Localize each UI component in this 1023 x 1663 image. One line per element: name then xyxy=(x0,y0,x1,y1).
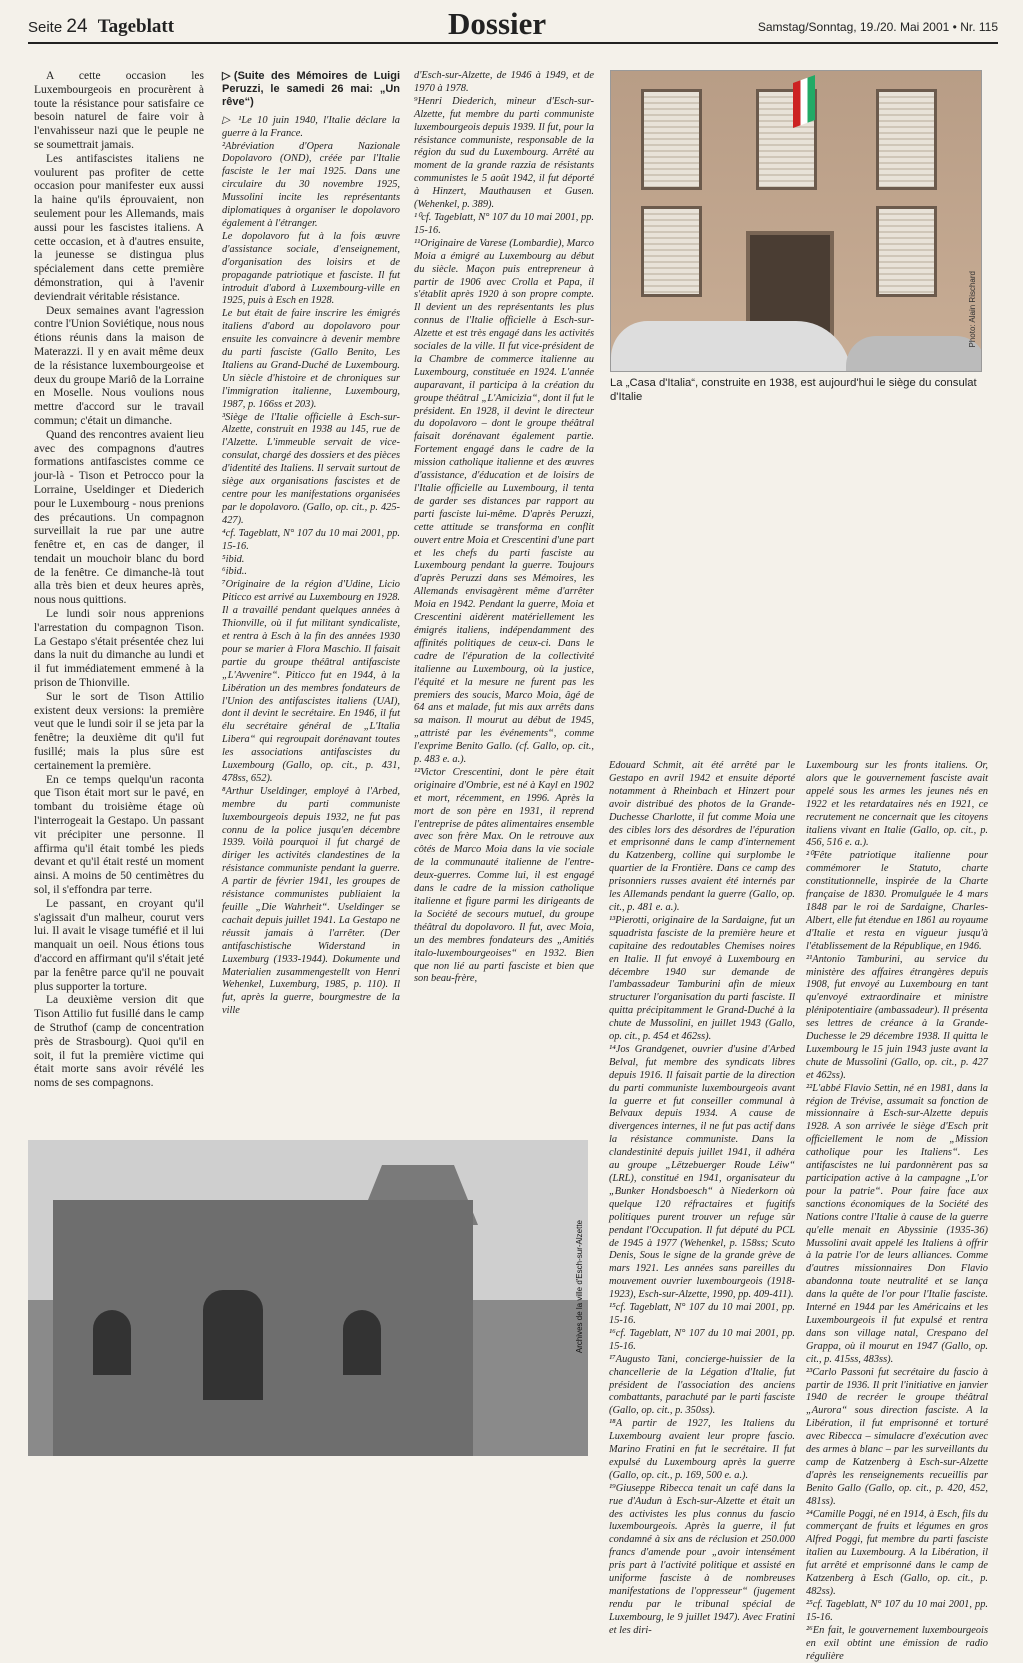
paragraph: ²³Carlo Passoni fut secrétaire du fascio à partir de 1936. Il prit l'initiative en janvier 1940 de recréer le groupe théâtral „Aurora“ sous direction fasciste. A la Libération, il fut emprisonné et torturé avec Ribecca – simulacre d'exécution avec des armes à blanc – par les surveillants du camp de Katzenberg à Esch-sur-Alzette d'après les renseignements recueillis par Benito Gallo (Gallo, op. cit., p. 420, 452, 481ss). xyxy=(806,1366,988,1507)
paragraph: ²⁵cf. Tageblatt, N° 107 du 10 mai 2001, pp. 15-16. xyxy=(806,1598,988,1623)
flag-icon xyxy=(793,75,815,128)
paragraph: Le dopolavoro fut à la fois œuvre d'assistance sociale, d'enseignement, d'organisation des loisirs et de propagande patriotique et fasciste. Il fut introduit d'abord à Luxembourg-ville en 1925, puis à Esch en 1928. xyxy=(222,230,400,307)
paragraph: d'Esch-sur-Alzette, de 1946 à 1949, et de 1970 à 1978. xyxy=(414,70,594,94)
photo-credit-bottom: Archives de la ville d'Esch-sur-Alzette xyxy=(575,1220,584,1354)
photo-credit: Photo: Alain Rischard xyxy=(968,271,977,348)
paragraph: ³Siège de l'Italie officielle à Esch-sur-Alzette, construit en 1938 au 145, rue de l'Alzette. L'immeuble servait de vice-consulat, chargé des dossiers et des pièces d'identité des Italiens. Il servait surtout de siège aux organisations fascistes et de centre pour les manifestations organisées par le dopolavoro. (Gallo, op. cit., p. 425-427). xyxy=(222,411,400,526)
paragraph: Deux semaines avant l'agression contre l'Union Soviétique, nous nous étions réunis dans la maison de Materazzi. Il y en avait même deux de la résistance luxembourgeoise et deux du groupe Mariô de la Lorraine en Moselle. Nous voulions nous mettre d'accord sur le travail commun; c'était un dimanche. xyxy=(34,304,204,427)
paragraph: En ce temps quelqu'un raconta que Tison était mort sur le pavé, en tombant du troisième étage où l'interrogeait la Gestapo. Un passant vit précipiter une personne. Il affirma qu'il était tombé les pieds devant et qu'il était resté un moment ainsi. A moins de 50 centimètres du sol, il s'effondra par terre. xyxy=(34,773,204,897)
paragraph: ⁶ibid.. xyxy=(222,566,247,578)
paragraph: ⁵ibid. xyxy=(222,553,245,565)
column-3 xyxy=(414,70,594,986)
section-title: Dossier xyxy=(448,6,547,41)
paragraph: ¹⁵cf. Tageblatt, N° 107 du 10 mai 2001, pp. 15-16. xyxy=(609,1302,795,1326)
paragraph: ¹⁹Giuseppe Ribecca tenait un café dans la rue d'Audun à Esch-sur-Alzette et était un des activistes les plus connus du fascio luxembourgeois. Après la guerre, il fut condamné à six ans de réclusion et 250.000 francs d'amende pour „avoir intensément pris part à l'activité politique et assisté en uniforme fasciste à de nombreuses manifestations de l'oppresseur“ (jugement rendu par le tribunal spécial de Luxembourg, le 9 juillet 1947). Avec Fratini et les diri- xyxy=(609,1482,795,1636)
page-number: 24 xyxy=(66,16,88,37)
paragraph: Quand des rencontres avaient lieu avec des compagnons d'autres formations antifascistes comme ce jour-là - Tison et Petrocco pour la Lorraine, Useldinger et Diederich pour le Luxembourg - nous prenions des précautions. Un compagnon surveillait la rue par une autre fenêtre et, en cas de danger, il tendait un mouchoir blanc du bord de la fenêtre. Ce dimanche-là tout alla très bien et deux heures après, nous nous quittions. xyxy=(34,428,204,607)
page-info xyxy=(28,16,174,38)
paragraph: ²¹Antonio Tamburini, au service du ministère des affaires étrangères depuis 1908, fut envoyé au Luxembourg en tant qu'envoyé extraordinaire et ministre plénipotentiaire (ambassadeur). Il présenta ses lettres de créance à la Grande-Duchesse le 29 décembre 1938. Il quitta le Luxembourg le 15 juin 1943 juste avant la chute de Mussolini (Gallo, op. cit., p. 427 et 462ss). xyxy=(806,953,988,1081)
issue-date: Samstag/Sonntag, 19./20. Mai 2001 • Nr. 115 xyxy=(757,20,998,34)
paragraph: ¹⁶cf. Tageblatt, N° 107 du 10 mai 2001, pp. 15-16. xyxy=(609,1327,795,1352)
paragraph: ¹²Victor Crescentini, dont le père était originaire d'Ombrie, est né à Kayl en 1902 et mort, récemment, en 1996. Après la mort de son père en 1931, il reprend l'entreprise de pâtes alimentaires ensemble avec son frère Max. On le retrouve aux côtés de Marco Moia dans la vie sociale de la communauté italienne de l'entre-deux-guerres. Comme lui, il est engagé dans le cadre de la mission catholique italienne et figure parmi les dirigeants de la Société de secours mutuel, du groupe théâtral du dopolavoro. Il fut, avec Moia, un des membres fondateurs des „Amitiés italo-luxembourgeoises“ en 1932. Bien que non lié au parti fasciste et bien que son beau-frère, xyxy=(414,766,594,985)
newspaper-name: Tageblatt xyxy=(97,16,175,37)
photo-caption: La „Casa d'Italia“, construite en 1938, est aujourd'hui le siège du consulat d'Italie xyxy=(610,377,977,403)
paragraph: ¹⁸A partir de 1927, les Italiens du Luxembourg avaient leur propre fascio. Marino Fratini en fut le secrétaire. Il fut expulsé du Luxembourg après la guerre (Gallo, op. cit., p. 169, 500 e. a.). xyxy=(609,1418,795,1481)
paragraph: ⁸Arthur Useldinger, employé à l'Arbed, membre du parti communiste luxembourgeois depuis 1932, ne fut pas connu de la police jusqu'en décembre 1939. Voilà pourquoi il fut chargé de diriger les activités clandestines de la résistance communiste pendant la guerre. A partir de février 1941, les groupes de résistance communistes publiaient la feuille „Die Wahrheit“. Useldinger se cachait depuis juillet 1941. La Gestapo ne réussit jamais à l'arrêter. (Der antifaschistische Widerstand in Luxemburg (1933-1944). Dokumente und Materialien zusammengestellt von Henri Wehenkel, Luxemburg, 1985, p. 110). Il fut, après la guerre, bourgmestre de la ville xyxy=(222,785,400,1017)
paragraph: ²⁶En fait, le gouvernement luxembourgeois en exil obtint une émission de radio régulière xyxy=(806,1624,988,1662)
paragraph: ¹⁰cf. Tageblatt, N° 107 du 10 mai 2001, pp. 15-16. xyxy=(414,211,594,236)
paragraph: Edouard Schmit, ait été arrêté par le Gestapo en avril 1942 et ensuite déporté notamment à Rheinbach et Hinzert pour avoir distribué des photos de la Grande-Duchesse Charlotte, il fut comme Moia une des cibles lors des désordres de l'épuration et emprisonné dans le camp d'internement du Katzenberg, colline qui surplombe le quartier de la Frontière. Dans ce camp des prisonniers russes avaient été internés par les Allemands pendant la guerre (Gallo, op. cit., p. 481 e. a.). xyxy=(609,760,795,913)
paragraph: ▷ ¹Le 10 juin 1940, l'Italie déclare la guerre à la France. xyxy=(222,114,400,139)
paragraph: ⁷Originaire de la région d'Udine, Licio Piticco est arrivé au Luxembourg en 1928. Il a travaillé pendant quelques années à Thionville, où il fut militant syndicaliste, et rentra à Esch à la fin des années 1930 pour se marier à Flora Maschio. Il faisait partie du groupe théâtral antifasciste „L'Avvenire“. Piticco fut en 1944, à la Libération un des membres fondateurs de l'Union des antifascistes italiens (UAI), dont il devint le secrétaire. En 1946, il fut élu secrétaire général de „L'Italia Libera“ qui regroupait dorénavant toutes les associations antifascistes du Luxembourg (Gallo, op. cit., p. 431, 478ss, 652). xyxy=(222,579,400,784)
column-4 xyxy=(609,760,795,1638)
paragraph: ¹⁷Augusto Tani, concierge-huissier de la chancellerie de la Légation d'Italie, fut président de l'association des anciens combattants, parachuté par le parti fasciste (Gallo, op. cit., p. 350ss). xyxy=(609,1353,795,1417)
paragraph: Le passant, en croyant qu'il s'agissait d'un malheur, courut vers lui. Il avait le visage tuméfié et il lui manquait un oeil. Nous étions tous d'accord en affirmant qu'il s'était jeté par la fenêtre parce qu'il ne pouvait plus supporter la torture. xyxy=(34,897,204,993)
paragraph: Sur le sort de Tison Attilio existent deux versions: la première veut que le lundi soir il se jeta par la fenêtre; la deuxième dit qu'il fut fusillé; mais la plus sûre est certainement la première. xyxy=(34,690,204,772)
paragraph: ²Abréviation d'Opera Nazionale Dopolavoro (OND), créée par l'Italie fasciste le 1er mai 1925. Dans une circulaire du 30 novembre 1925, Mussolini incite les représentants diplomatiques à organiser le dopolavoro également à l'étranger. xyxy=(222,140,400,229)
paragraph: Luxembourg sur les fronts italiens. Or, alors que le gouvernement fasciste avait appelé sous les armes les jeunes nés en 1922 et les retardataires nés en 1921, ce recrutement ne concernait que les citoyens italiens vivant en Italie (Gallo, op. cit., p. 456, 516 e. a.). xyxy=(806,760,988,849)
paragraph: A cette occasion les Luxembourgeois en procurèrent à toute la résistance pour satisfaire ce besoin naturel de faire voir à l'envahisseur nazi que le peuple ne se soumettrait jamais. xyxy=(34,70,204,151)
column-5 xyxy=(806,760,988,1663)
column-2 xyxy=(222,70,400,1018)
paragraph: Les antifascistes italiens ne voulurent pas profiter de cette occasion pour manifester eux aussi la haine qu'ils éprouvaient, non seulement pour les Allemands, mais aussi pour les fascistes italiens. A cette occasion, et à d'autres ensuite, la jeunesse se distingua plus spécialement dans cette première démonstration, qui à l'avenir deviendrait véritable résistance. xyxy=(34,152,204,303)
building-archive-photo xyxy=(28,1140,588,1456)
column-1 xyxy=(34,70,204,1091)
paragraph: ²⁰Fête patriotique italienne pour commémorer le Statuto, charte constitutionnelle, inspirée de la Charte française de 1830. Promulguée le 4 mars 1848 par le roi de Sardaigne, Charles-Albert, elle fut étendue en 1861 au royaume d'Italie et resta en vigueur jusqu'à l'établissement de la République, en 1946. xyxy=(806,850,988,952)
paragraph: ²²L'abbé Flavio Settin, né en 1981, dans la région de Trévise, assumait sa fonction de missionnaire à Esch-sur-Alzette depuis 1928. A son arrivée le siège d'Esch prit officiellement le nom de „Mission catholique pour les Italiens“. Les antifascistes ne lui pardonnèrent pas sa participation active à la campagne „L'or pour la patrie“. Pour faire face aux sanctions économiques de la Société des Nations contre l'Italie à cause de la guerre qu'elle menait en Abyssinie (1935-36) Mussolini avait appelé les Italiens à offrir à la patrie l'or de leurs alliances. Comme d'autres missionnaires Don Flavio abandonna toute neutralité et se lança dans la quête de l'or pour l'Italie fasciste. Interné en 1944 par les Américains et les Luxembourgeois il fut expulsé et rentra dans son village natal, Crespano del Grappa, où il mourut en 1947 (Gallo, op. cit., p. 415ss, 483ss). xyxy=(806,1082,988,1365)
paragraph: Le but était de faire inscrire les émigrés italiens d'abord au dopolavoro pour ensuite les convaincre à devenir membre du parti fasciste (Gallo Benito, Les Italiens au Grand-Duché de Luxembourg. Un siècle d'histoire et de chroniques sur l'immigration italienne, Luxembourg, 1987, p. 166ss et 203). xyxy=(222,308,400,410)
casa-italia-photo xyxy=(610,70,982,372)
paragraph: ¹⁴Jos Grandgenet, ouvrier d'usine d'Arbed Belval, fut membre des syndicats libres depuis 1916. Il faisait partie de la direction du parti communiste luxembourgeois avant la guerre et fut conseiller communal à Belvaux depuis 1934. A cause de divergences internes, il ne fut pas actif dans la résistance communiste. Dans la clandestinité depuis juillet 1941, il adhéra au groupe „Lëtzebuerger Roude Léiw“ (LRL), constitué en 1941, organisateur du „Bunker Hondsboesch“ à Niederkorn où quelque 120 réfractaires et fugitifs politiques purent trouver un refuge sûr pendant l'Occupation. Il fut député du PCL de 1945 à 1977 (Wehenkel, p. 158ss; Scuto Denis, Sous le signe de la grande grève de mars 1921. Les années sans pareilles du mouvement ouvrier luxembourgeois (1918-1923), Esch-sur-Alzette, 1990, pp. 409-411). xyxy=(609,1043,795,1301)
paragraph: ⁴cf. Tageblatt, N° 107 du 10 mai 2001, pp. 15-16. xyxy=(222,527,400,552)
paragraph: La deuxième version dit que Tison Attilio fut fusillé dans le camp de Struthof (camp de concentration près de Strasbourg). Quoi qu'il en soit, il fut la première victime qui était morte sans avoir révélé les noms de ses compagnons. xyxy=(34,994,204,1090)
paragraph: ¹¹Originaire de Varese (Lombardie), Marco Moia a émigré au Luxembourg au début du siècle. Maçon puis entrepreneur à partir de 1906 avec Crolla et Papa, il s'établit après 1920 à son propre compte. Il devient un des représentants les plus connus de l'Italie officielle à Esch-sur-Alzette et est très engagé dans les activités sociales de la ville. Il fut vice-président de la Chambre de commerce italienne au Luxembourg, constituée en 1924. L'année auparavant, il participa à la création du groupe théâtral „L'Amicizia“, dont il fut le président. En 1928, il devint le directeur du dopolavoro – dont le groupe théâtral faisait dorénavant également partie. Fortement engagé dans le cadre de la mission catholique italienne et des œuvres d'assistance, d'éducation et de loisirs de l'Italie officielle au Luxembourg, il tenta de garder ses distances par rapport au parti fasciste lui-même. D'après Peruzzi, cette attitude se transforma en conflit ouvert entre Moia et Crescentini d'une part et les chefs du parti fasciste au Luxembourg pendant la guerre. Toujours d'après Peruzzi dans ses Mémoires, les Allemands envisagèrent même d'arrêter Moia en 1942. Pendant la guerre, Moia et Crescentini aidèrent matériellement les émigrés italiens, indépendamment des affinités politiques de ceux-ci. Dans le cadre de l'épuration de la collectivité italienne au Luxembourg, où la justice, l'équité et la mesure ne furent pas les premiers des soucis, Marco Moia, âgé de 64 ans et malade, fut mis aux arrêts dans sa maison. Il mourut au début de 1945, „attristé par les événements“, comme l'exprime Benito Gallo. (cf. Gallo, op. cit., p. 483 e. a.). xyxy=(414,237,594,766)
page-header xyxy=(28,8,998,44)
paragraph: Le lundi soir nous apprenions l'arrestation du compagnon Tison. La Gestapo s'était présentée chez lui dans la nuit du dimanche au lundi et il fut immédiatement emmené à la prison de Thionville. xyxy=(34,608,204,690)
page-label: Seite xyxy=(28,19,63,36)
paragraph: ¹³Pierotti, originaire de la Sardaigne, fut un squadrista fasciste de la première heure et capitaine des redoutables Chemises noires en Italie. Il fut envoyé à Luxembourg en décembre 1940 sur demande de l'ambassadeur Tamburini afin de mieux structurer l'organisation du parti fasciste. Il quitta précipitamment le Grand-Duché à la chute de Mussolini, en juillet 1943 (Gallo, op. cit., p. 454 et 462ss). xyxy=(609,914,795,1043)
continuation-note: ▷(Suite des Mémoires de Luigi Peruzzi, le samedi 26 mai: „Un rêve“) xyxy=(222,70,400,108)
paragraph: ⁹Henri Diederich, mineur d'Esch-sur-Alzette, fut membre du parti communiste luxembourgeois depuis 1939. Il fut, pour la résistance communiste, responsable de la région du sud du Luxembourg. Arrêté au moment de la grande razzia de résistants communistes le 5 août 1942, il fut déporté à Hinzert, Mauthausen et Gusen. (Wehenkel, p. 389). xyxy=(414,95,594,211)
paragraph: ²⁴Camille Poggi, né en 1914, à Esch, fils du commerçant de fruits et légumes en gros Alfred Poggi, fut membre du parti fasciste italien au Luxembourg. A la Libération, il fut arrêté et emprisonné dans le camp de Katzenberg à Esch (Gallo, op. cit., p. 482ss). xyxy=(806,1508,988,1597)
